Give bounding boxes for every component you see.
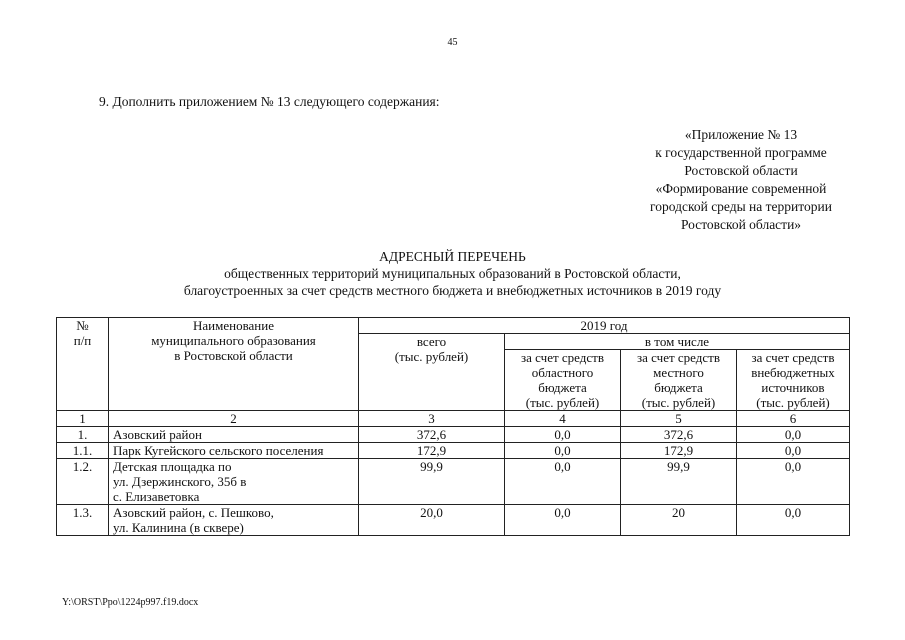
table-header-row: [57, 318, 850, 334]
header-num: № п/п: [57, 318, 109, 411]
row-extrabudget: 0,0: [737, 443, 850, 459]
appendix-line: городской среды на территории: [650, 199, 832, 214]
heading-subtitle-line: благоустроенных за счет средств местного бюджета и внебюджетных источников в 2019 году: [183, 283, 722, 298]
page-number: 45: [447, 37, 458, 48]
row-total: 172,9: [359, 443, 505, 459]
column-number: 5: [621, 411, 737, 427]
row-extrabudget: 0,0: [737, 459, 850, 505]
row-extrabudget: 0,0: [737, 505, 850, 536]
column-number: 3: [359, 411, 505, 427]
row-name: Азовский район, с. Пешково, ул. Калинина (в сквере): [109, 505, 359, 536]
appendix-line: Ростовской области»: [680, 217, 802, 232]
column-number: 1: [57, 411, 109, 427]
appendix-header: [600, 126, 882, 234]
header-local: за счет средств местного бюджета (тыс. рублей): [621, 350, 737, 411]
row-regional: 0,0: [505, 443, 621, 459]
appendix-line: Ростовской области: [684, 163, 798, 178]
table-row: [57, 427, 850, 443]
row-num: 1.: [57, 427, 109, 443]
header-year: 2019 год: [359, 318, 850, 334]
row-extrabudget: 0,0: [737, 427, 850, 443]
address-register-table: [56, 317, 850, 536]
table-row: [57, 459, 850, 505]
row-local: 99,9: [621, 459, 737, 505]
row-local: 172,9: [621, 443, 737, 459]
row-total: 99,9: [359, 459, 505, 505]
row-num: 1.2.: [57, 459, 109, 505]
row-total: 372,6: [359, 427, 505, 443]
row-local: 372,6: [621, 427, 737, 443]
appendix-line: «Приложение № 13: [684, 127, 798, 142]
row-regional: 0,0: [505, 505, 621, 536]
column-number-row: [57, 411, 850, 427]
table-row: [57, 505, 850, 536]
row-name: Парк Кугейского сельского поселения: [109, 443, 359, 459]
header-name: Наименование муниципального образования в Ростовской области: [109, 318, 359, 411]
row-local: 20: [621, 505, 737, 536]
row-name: Азовский район: [109, 427, 359, 443]
appendix-line: к государственной программе: [655, 145, 827, 160]
file-path-footer: Y:\ORST\Ppo\1224p997.f19.docx: [62, 597, 199, 608]
row-num: 1.1.: [57, 443, 109, 459]
header-including: в том числе: [505, 334, 850, 350]
row-total: 20,0: [359, 505, 505, 536]
row-name: Детская площадка по ул. Дзержинского, 35б в с. Елизаветовка: [109, 459, 359, 505]
heading-subtitle-line: общественных территорий муниципальных образований в Ростовской области,: [224, 266, 681, 281]
header-total: всего (тыс. рублей): [359, 334, 505, 411]
row-num: 1.3.: [57, 505, 109, 536]
document-heading: [0, 248, 905, 299]
appendix-line: «Формирование современной: [655, 181, 827, 196]
table-row: [57, 443, 850, 459]
intro-paragraph: 9. Дополнить приложением № 13 следующего содержания:: [99, 94, 440, 109]
column-number: 2: [109, 411, 359, 427]
heading-title: АДРЕСНЫЙ ПЕРЕЧЕНЬ: [379, 249, 526, 264]
row-regional: 0,0: [505, 459, 621, 505]
row-regional: 0,0: [505, 427, 621, 443]
header-regional: за счет средств областного бюджета (тыс. рублей): [505, 350, 621, 411]
column-number: 6: [737, 411, 850, 427]
column-number: 4: [505, 411, 621, 427]
header-extrabudget: за счет средств внебюджетных источников (тыс. рублей): [737, 350, 850, 411]
